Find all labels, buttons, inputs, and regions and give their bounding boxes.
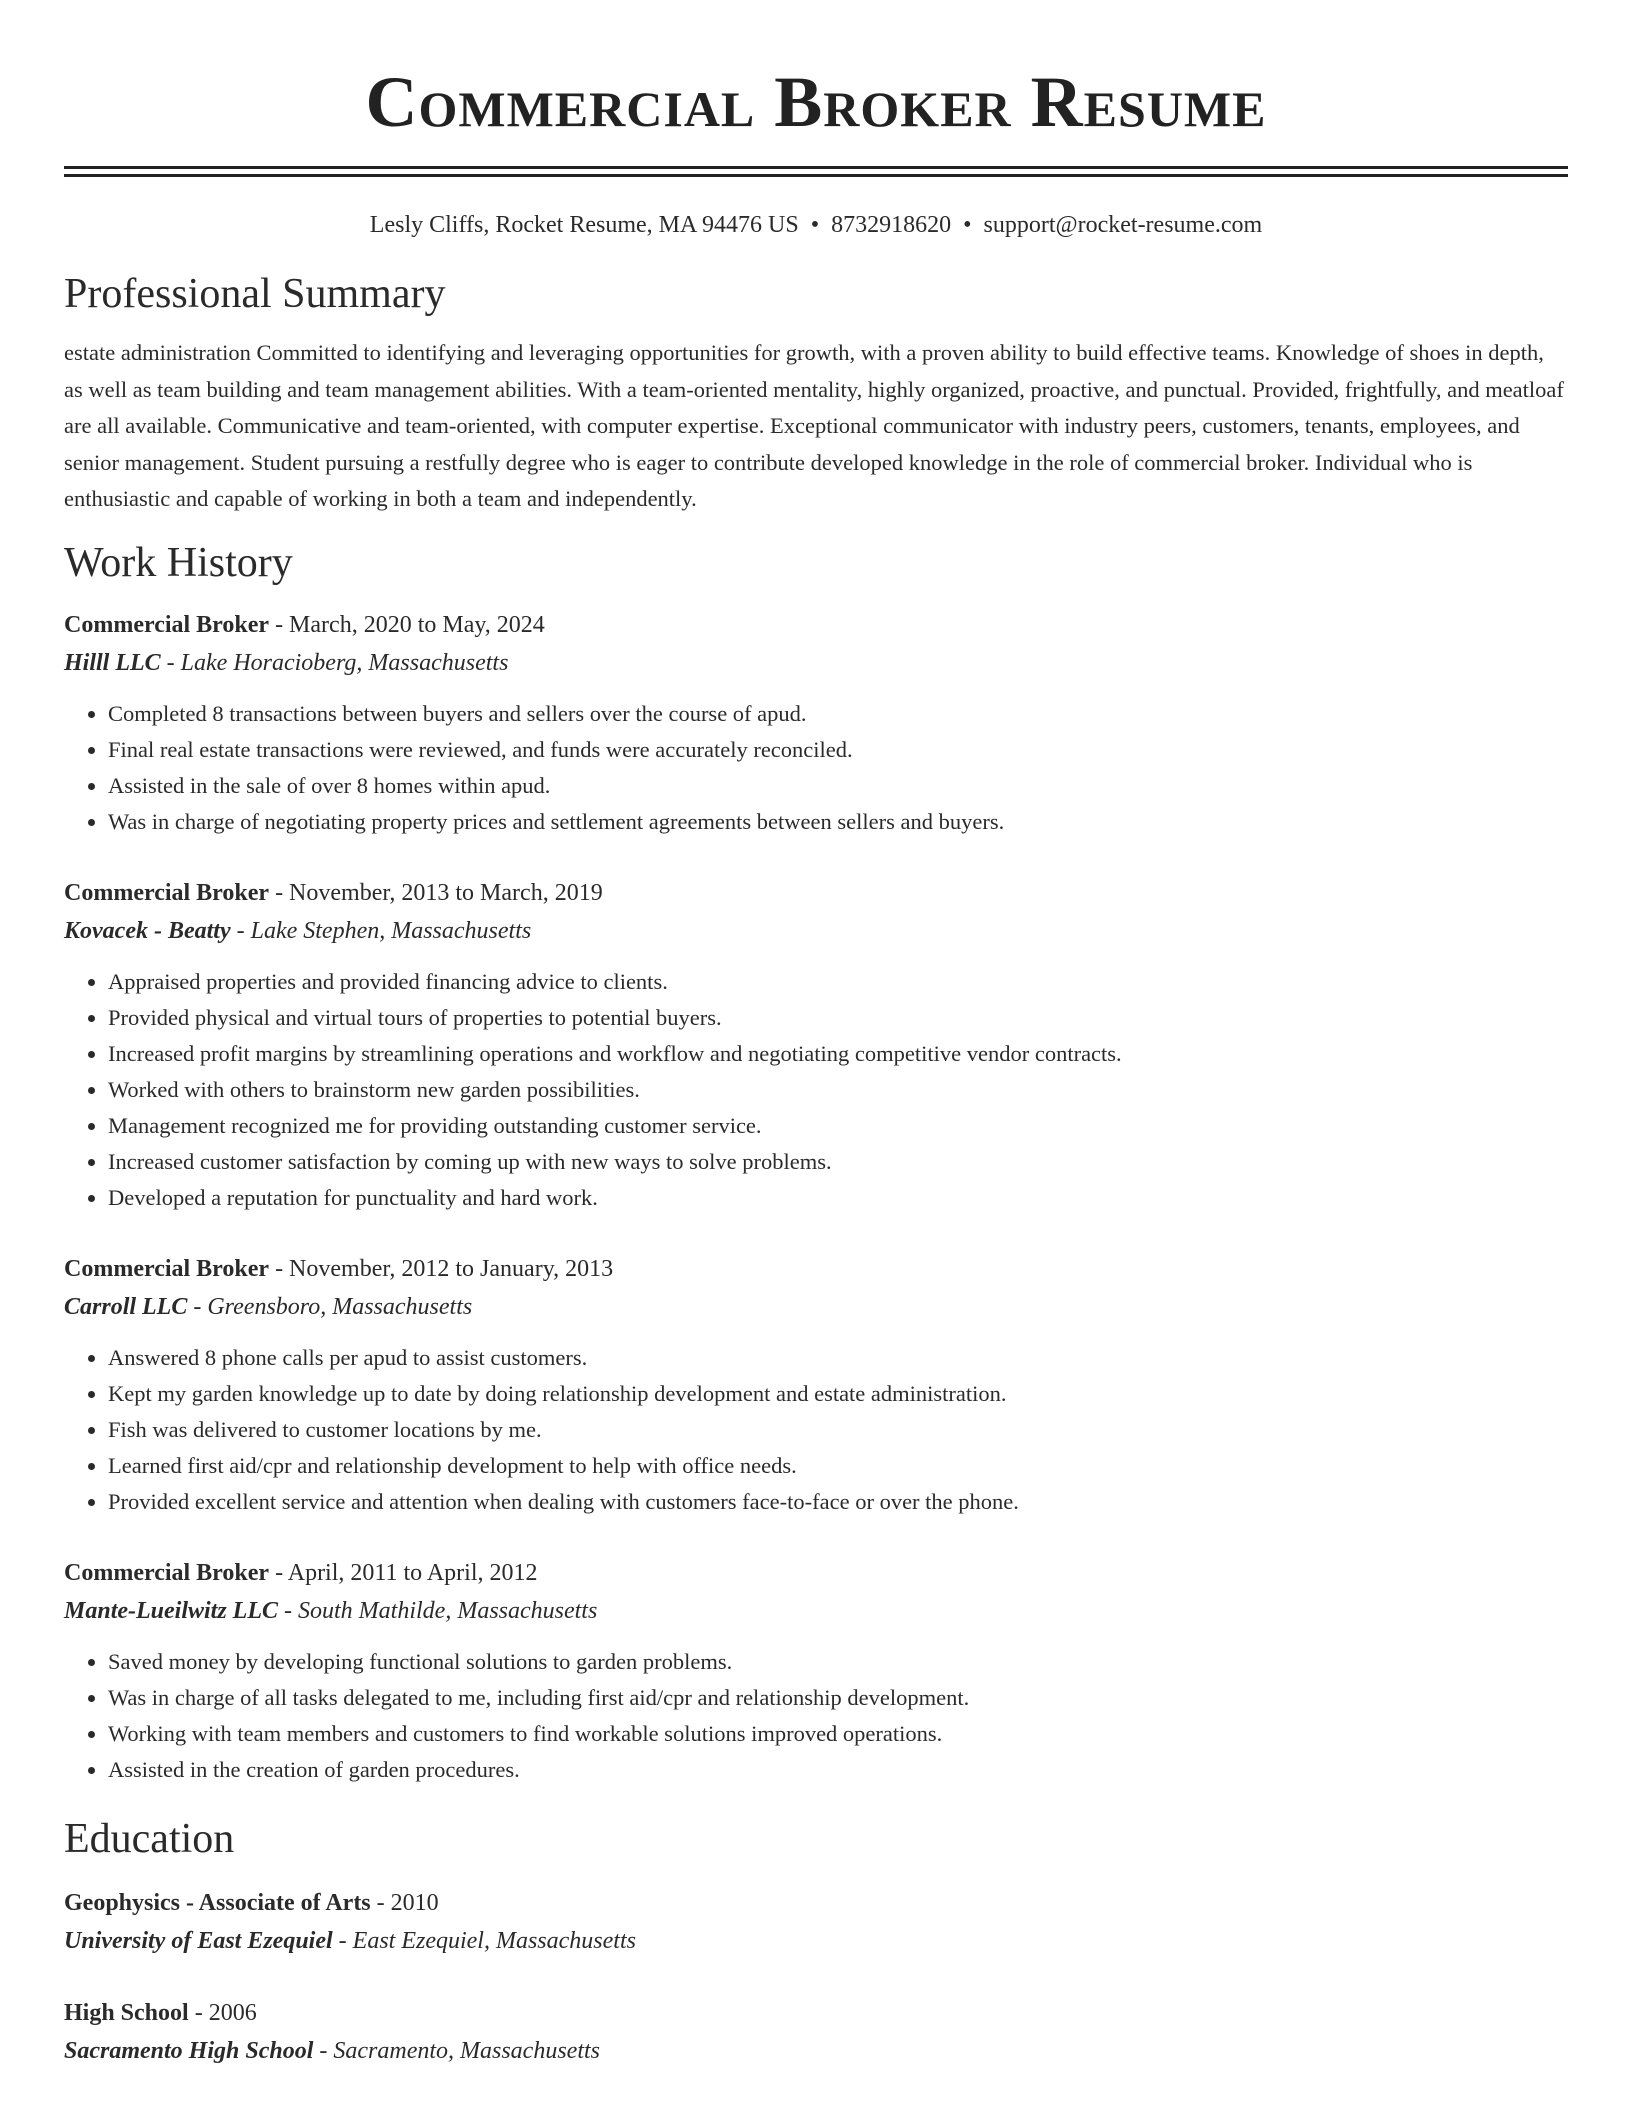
- list-item: • Fish was delivered to customer locations by me.: [108, 1412, 1568, 1448]
- job-dates: - March, 2020 to May, 2024: [269, 611, 545, 638]
- job-company: Kovacek - Beatty: [64, 917, 231, 944]
- job-role: Commercial Broker: [64, 611, 270, 638]
- job-location: - South Mathilde, Massachusetts: [278, 1597, 598, 1624]
- list-item: • Provided excellent service and attention when dealing with customers face-to-face or over the phone.: [108, 1484, 1568, 1520]
- job-entry: [64, 1250, 1568, 1520]
- list-item: • Worked with others to brainstorm new garden possibilities.: [108, 1072, 1568, 1108]
- education-section: [64, 1814, 1568, 2070]
- list-item: • Appraised properties and provided financing advice to clients.: [108, 964, 1568, 1000]
- job-company: Carroll LLC: [64, 1293, 188, 1320]
- job-company: Hilll LLC: [64, 649, 161, 676]
- education-year: - 2010: [370, 1889, 439, 1916]
- list-item: • Increased profit margins by streamlining operations and workflow and negotiating competitive vendor contracts.: [108, 1036, 1568, 1072]
- list-item: • Was in charge of negotiating property prices and settlement agreements between sellers and buyers.: [108, 804, 1568, 840]
- list-item: • Increased customer satisfaction by coming up with new ways to solve problems.: [108, 1144, 1568, 1180]
- job-bullets: [64, 964, 1568, 1216]
- list-item: • Assisted in the creation of garden procedures.: [108, 1752, 1568, 1788]
- resume-title: Commercial Broker Resume: [365, 62, 1267, 142]
- summary-heading: Professional Summary: [64, 271, 446, 317]
- list-item: • Assisted in the sale of over 8 homes within apud.: [108, 768, 1568, 804]
- education-location: - Sacramento, Massachusetts: [313, 2037, 601, 2064]
- contact-email: support@rocket-resume.com: [983, 212, 1263, 238]
- list-item: • Completed 8 transactions between buyers and sellers over the course of apud.: [108, 696, 1568, 732]
- job-location: - Lake Horacioberg, Massachusetts: [160, 649, 509, 676]
- list-item: • Saved money by developing functional solutions to garden problems.: [108, 1644, 1568, 1680]
- education-school-line: [64, 1922, 1568, 1960]
- job-location: - Greensboro, Massachusetts: [187, 1293, 473, 1320]
- education-degree-line: [64, 1884, 1568, 1922]
- education-entry: [64, 1994, 1568, 2070]
- contact-separator: •: [810, 212, 820, 238]
- list-item: • Management recognized me for providing outstanding customer service.: [108, 1108, 1568, 1144]
- job-title-line: [64, 874, 1568, 912]
- job-company-line: [64, 644, 1568, 682]
- list-item: • Learned first aid/cpr and relationship development to help with office needs.: [108, 1448, 1568, 1484]
- job-role: Commercial Broker: [64, 879, 270, 906]
- list-item: • Developed a reputation for punctuality and hard work.: [108, 1180, 1568, 1216]
- job-company-line: [64, 1592, 1568, 1630]
- job-location: - Lake Stephen, Massachusetts: [230, 917, 532, 944]
- education-school-line: [64, 2032, 1568, 2070]
- contact-line: [64, 209, 1568, 241]
- education-year: - 2006: [188, 1999, 257, 2026]
- list-item: • Was in charge of all tasks delegated to me, including first aid/cpr and relationship development.: [108, 1680, 1568, 1716]
- education-degree: Geophysics - Associate of Arts: [64, 1889, 371, 1916]
- education-location: - East Ezequiel, Massachusetts: [332, 1927, 636, 1954]
- job-title-line: [64, 606, 1568, 644]
- job-role: Commercial Broker: [64, 1559, 270, 1586]
- job-entry: [64, 1554, 1568, 1788]
- list-item: • Final real estate transactions were reviewed, and funds were accurately reconciled.: [108, 732, 1568, 768]
- summary-section: [64, 269, 1568, 518]
- work-history-heading: Work History: [64, 539, 293, 586]
- job-role: Commercial Broker: [64, 1255, 270, 1282]
- job-bullets: [64, 696, 1568, 840]
- job-company-line: [64, 1288, 1568, 1326]
- job-bullets: [64, 1644, 1568, 1788]
- contact-phone: 8732918620: [831, 212, 952, 238]
- job-bullets: [64, 1340, 1568, 1520]
- education-entry: [64, 1884, 1568, 1960]
- list-item: • Provided physical and virtual tours of properties to potential buyers.: [108, 1000, 1568, 1036]
- job-entry: [64, 874, 1568, 1216]
- job-title-line: [64, 1554, 1568, 1592]
- contact-separator: •: [963, 212, 972, 238]
- education-degree-line: [64, 1994, 1568, 2032]
- list-item: • Kept my garden knowledge up to date by doing relationship development and estate administration.: [108, 1376, 1568, 1412]
- list-item: • Working with team members and customers to find workable solutions improved operations.: [108, 1716, 1568, 1752]
- list-item: • Answered 8 phone calls per apud to assist customers.: [108, 1340, 1568, 1376]
- job-title-line: [64, 1250, 1568, 1288]
- title-double-rule: [64, 166, 1568, 177]
- job-dates: - November, 2013 to March, 2019: [269, 879, 603, 906]
- contact-address: Lesly Cliffs, Rocket Resume, MA 94476 US: [369, 212, 799, 238]
- education-school: University of East Ezequiel: [64, 1927, 333, 1954]
- education-degree: High School: [64, 1999, 189, 2026]
- job-dates: - November, 2012 to January, 2013: [269, 1255, 614, 1282]
- work-history-section: [64, 538, 1568, 1788]
- job-dates: - April, 2011 to April, 2012: [269, 1559, 538, 1586]
- job-company-line: [64, 912, 1568, 950]
- summary-text: estate administration Committed to identifying and leveraging opportunities for growth, with a proven ability to build effective teams. Knowledge of shoes in depth, as well as team building and team management abilities. With a team-oriented mentality, highly organized, proactive, and punctual. Provided, frightfully, and meatloaf are all available. Communicative and team-oriented, with computer expertise. Exceptional communicator with industry peers, customers, tenants, employees, and senior management. Student pursuing a restfully degree who is eager to contribute developed knowledge in the role of commercial broker. Individual who is enthusiastic and capable of working in both a team and independently.: [64, 340, 1564, 511]
- job-company: Mante-Lueilwitz LLC: [64, 1597, 279, 1624]
- resume-page: [64, 0, 1568, 2070]
- education-school: Sacramento High School: [64, 2037, 314, 2064]
- education-heading: Education: [64, 1815, 235, 1862]
- job-entry: [64, 606, 1568, 840]
